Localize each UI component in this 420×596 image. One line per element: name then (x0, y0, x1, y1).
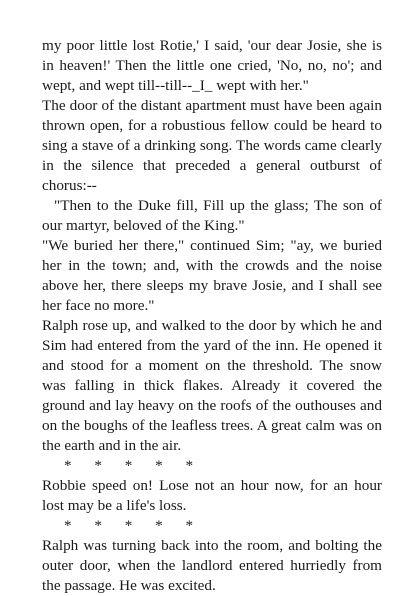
section-separator: * * * * * (64, 457, 194, 474)
paragraph-robbie: Robbie speed on! Lose not an hour now, for an hour lost may be a life's loss. (42, 477, 382, 514)
paragraph-rotie: my poor little lost Rotie,' I said, 'our dear Josie, she is in heaven!' Then the little one cried, 'No, no, no'; and wept, and wept till--till--_I_ wept with her." (42, 37, 382, 94)
document-page (42, 36, 382, 596)
paragraph-drinking-song: The door of the distant apartment must have been again thrown open, for a robustious fellow could be heard to sing a stave of a drinking song. The words came clearly in the silence that preceded a general outburst of chorus:-- (42, 97, 382, 194)
section-separator: * * * * * (64, 517, 194, 534)
paragraph-landlord: Ralph was turning back into the room, and bolting the outer door, when the landlord entered hurriedly from the passage. He was excited. (42, 537, 382, 594)
paragraph-buried: "We buried her there," continued Sim; "ay, we buried her in the town; and, with the crowds and the noise above her, there sleeps my brave Josie, and I shall see her face no more." (42, 237, 382, 314)
paragraph-ralph-door: Ralph rose up, and walked to the door by which he and Sim had entered from the yard of the inn. He opened it and stood for a moment on the threshold. The snow was falling in thick flakes. Already it covered the ground and lay heavy on the roofs of the outhouses and on the boughs of the leafless trees. A great calm was on the earth and in the air. (42, 317, 382, 454)
paragraph-song-verse: "Then to the Duke fill, Fill up the glass; The son of our martyr, beloved of the King." (42, 197, 382, 234)
